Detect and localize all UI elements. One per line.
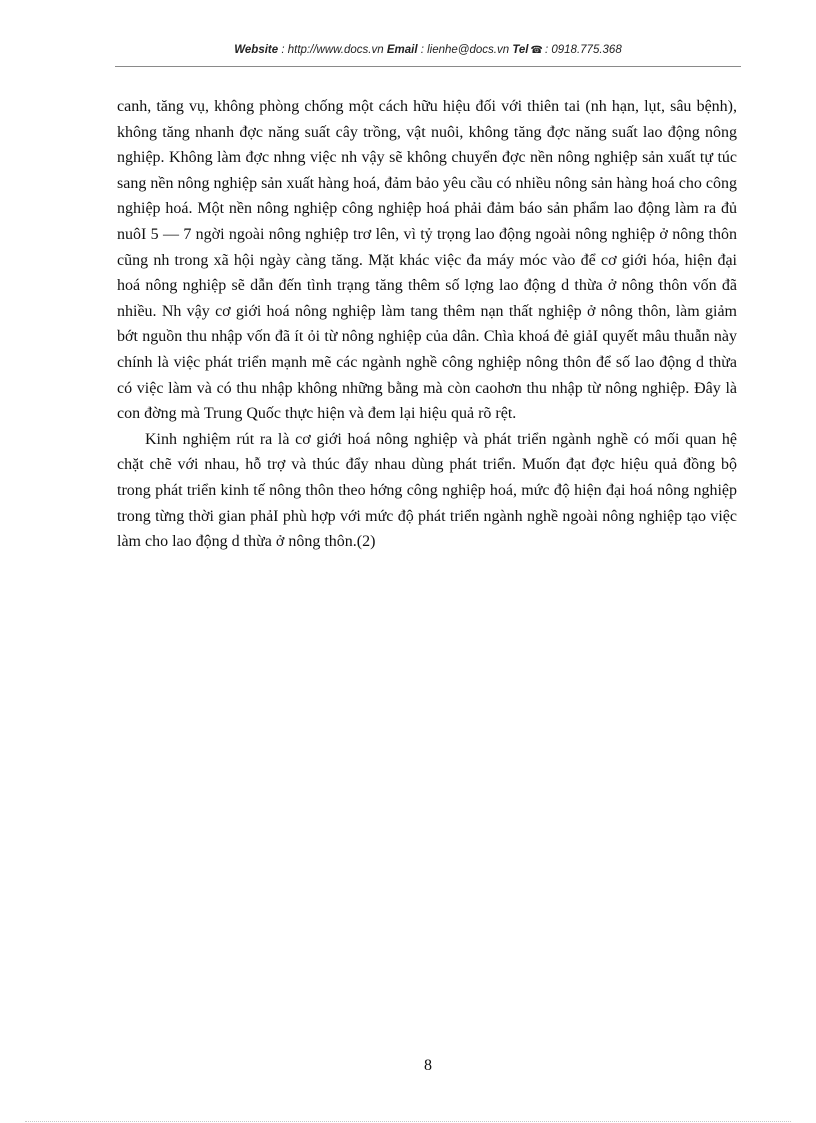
paragraph-1: canh, tăng vụ, không phòng chống một cách hữu hiệu đối với thiên tai (nh hạn, lụt, sâu bệnh), không tăng nhanh đợc năng suất cây trồng, vật nuôi, không tăng đợc năng suất lao động nông nghiệp. Không làm đợc nhng việc nh vậy sẽ không chuyển đợc nền nông nghiệp sản xuất tự túc sang nền nông nghiệp sản xuất hàng hoá, đảm bảo yêu cầu có nhiều nông sản hàng hoá cho công nghiệp hoá. Một nền nông nghiệp công nghiệp hoá phải đảm báo sản phẩm lao động làm ra đủ nuôI 5 — 7 ngời ngoài nông nghiệp trơ lên, vì tỷ trọng lao động ngoài nông nghiệp ở nông thôn cũng nh trong xã hội ngày càng tăng. Mặt khác việc đa máy móc vào để cơ giới hóa, hiện đại hoá nông nghiệp sẽ dẫn đến tình trạng tăng thêm số lợng lao động d thừa ở nông thôn vốn đã nhiều. Nh vậy cơ giới hoá nông nghiệp làm tang thêm nạn thất nghiệp ở nông thôn, làm giảm bớt nguồn thu nhập vốn đã ít ỏi từ nông nghiệp của dân. Chìa khoá đẻ giảI quyết mâu thuẫn này chính là việc phát triển mạnh mẽ các ngành nghề công nghiệp nông thôn để số lao động d thừa có việc làm và có thu nhập không những bằng mà còn caohơn thu nhập từ nông nghiệp. Đây là con đờng mà Trung Quốc thực hiện và đem lại hiệu quả rõ rệt. xyxy=(117,98,737,423)
footer-divider xyxy=(25,1121,791,1122)
phone-icon: ☎ xyxy=(530,45,543,56)
page-header xyxy=(115,44,741,56)
paragraph-2: Kinh nghiệm rút ra là cơ giới hoá nông nghiệp và phát triển ngành nghề có mối quan hệ chặt chẽ với nhau, hỗ trợ và thúc đẩy nhau dùng phát triển. Muốn đạt đợc hiệu quả đồng bộ trong phát triển kinh tế nông thôn theo hớng công nghiệp hoá, mức độ hiện đại hoá nông nghiệp trong từng thời gian phảI phù hợp với mức độ phát triển ngành nghề ngoài nông nghiệp tạo việc làm cho lao động d thừa ở nông thôn.(2) xyxy=(117,430,737,551)
website-label: Website xyxy=(234,44,279,56)
email-value: : lienhe@docs.vn xyxy=(420,44,510,56)
tel-label: Tel xyxy=(512,44,529,56)
email-label: Email xyxy=(386,44,418,56)
tel-value: : 0918.775.368 xyxy=(544,44,622,56)
website-value: : http://www.docs.vn xyxy=(281,44,384,56)
page-number: 8 xyxy=(424,1057,432,1074)
header-divider xyxy=(115,66,741,67)
body-text xyxy=(117,94,737,555)
